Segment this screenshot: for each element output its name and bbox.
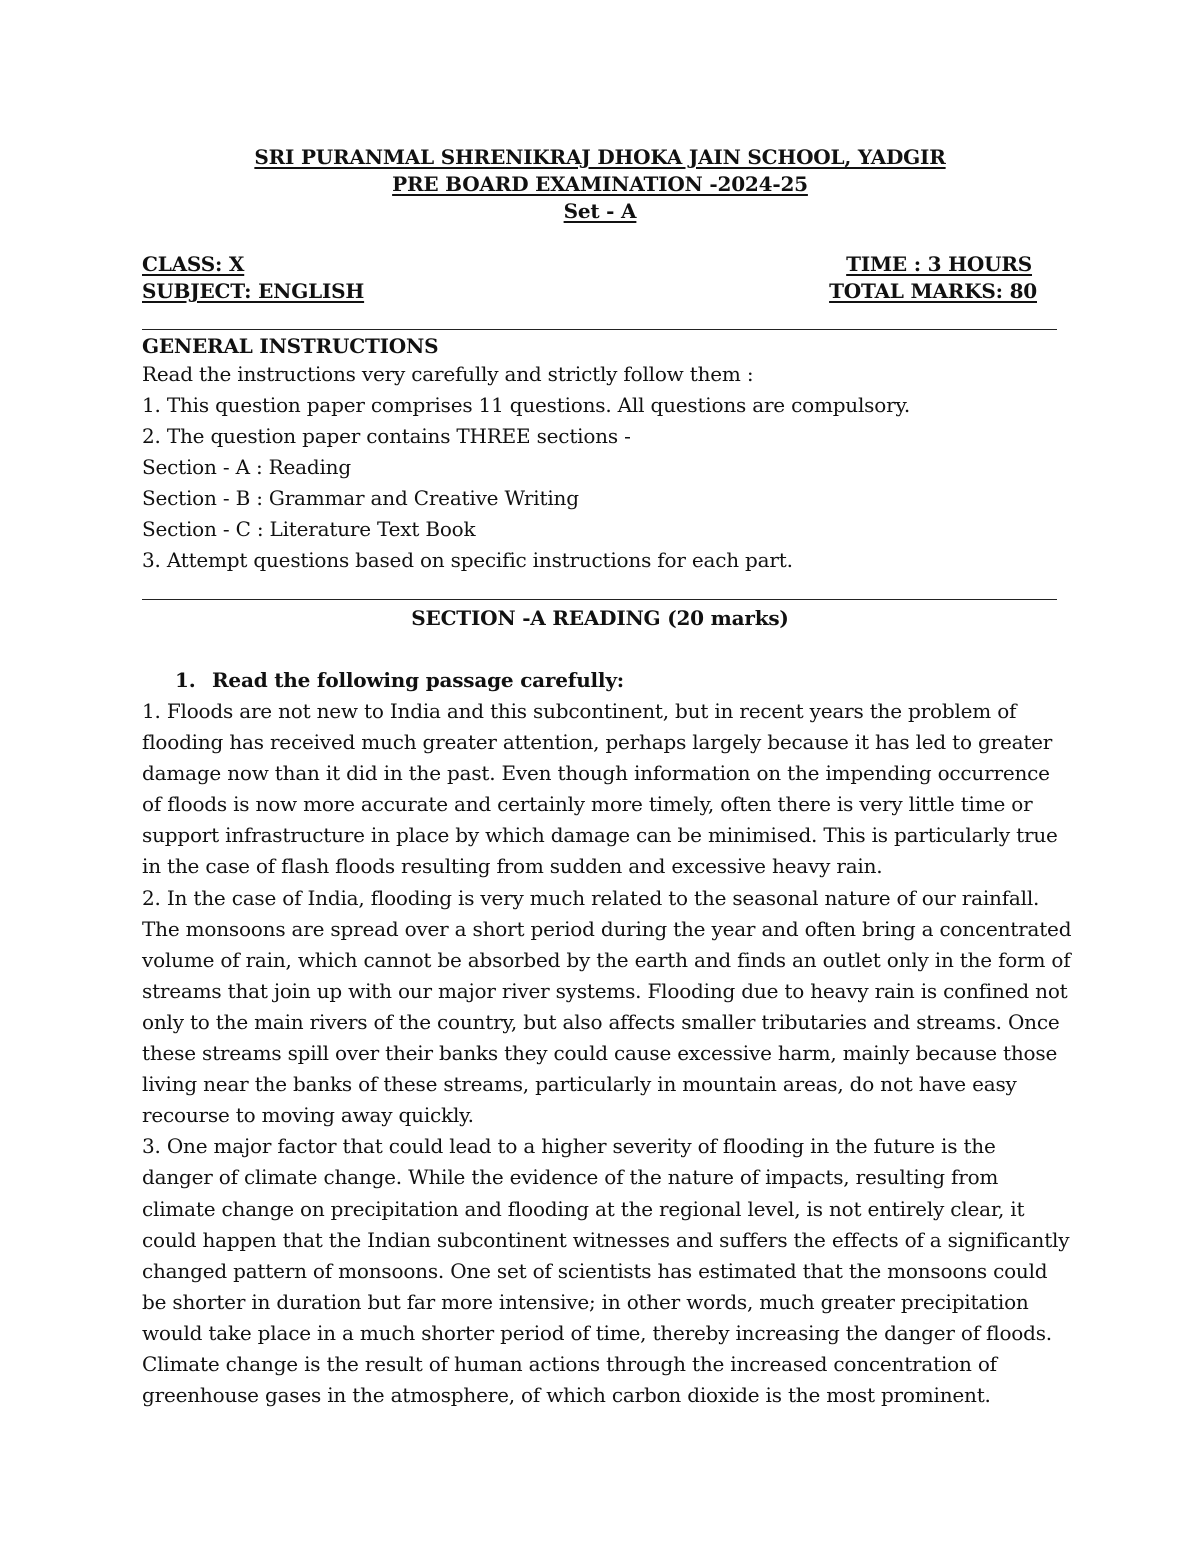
question-number: 1.: [175, 668, 196, 692]
instruction-item: Section - A : Reading: [142, 455, 351, 479]
instructions-heading: GENERAL INSTRUCTIONS: [142, 334, 439, 358]
school-name: SRI PURANMAL SHRENIKRAJ DHOKA JAIN SCHOOL, YADGIR: [254, 145, 946, 169]
section-a-heading: SECTION -A READING (20 marks): [411, 606, 789, 630]
instruction-item: 1. This question paper comprises 11 questions. All questions are compulsory.: [142, 393, 911, 417]
instruction-item: 3. Attempt questions based on specific instructions for each part.: [142, 548, 793, 572]
time-label: TIME : 3 HOURS: [846, 252, 1032, 276]
divider-section: [142, 599, 1057, 600]
class-label: CLASS: X: [142, 252, 245, 276]
subject-label: SUBJECT: ENGLISH: [142, 279, 365, 303]
passage-paragraph-3: 3. One major factor that could lead to a higher severity of flooding in the future is the danger of climate change. While the evidence of the nature of impacts, resulting from climate change on precipitation and flooding at the regional level, is not entirely clear, it could happen that the Indian subcontinent witnesses and suffers the effects of a significantly changed pattern of monsoons. One set of scientists has estimated that the monsoons could be shorter in duration but far more intensive; in other words, much greater precipitation would take place in a much shorter period of time, thereby increasing the danger of floods. Climate change is the result of human actions through the increased concentration of greenhouse gases in the atmosphere, of which carbon dioxide is the most prominent.: [142, 1134, 1070, 1408]
question-title: Read the following passage carefully:: [212, 668, 624, 692]
total-marks-label: TOTAL MARKS: 80: [829, 279, 1037, 303]
passage-paragraph-1: 1. Floods are not new to India and this subcontinent, but in recent years the problem of flooding has received much greater attention, perhaps largely because it has led to greater damage now than it did in the past. Even though information on the impending occurrence of floods is now more accurate and certainly more timely, often there is very little time or support infrastructure in place by which damage can be minimised. This is particularly true in the case of flash floods resulting from sudden and excessive heavy rain.: [142, 699, 1058, 879]
passage-paragraph-2: 2. In the case of India, flooding is very much related to the seasonal nature of our rainfall. The monsoons are spread over a short period during the year and often bring a concentrated volume of rain, which cannot be absorbed by the earth and finds an outlet only in the form of streams that join up with our major river systems. Flooding due to heavy rain is confined not only to the main rivers of the country, but also affects smaller tributaries and streams. Once these streams spill over their banks they could cause excessive harm, mainly because those living near the banks of these streams, particularly in mountain areas, do not have easy recourse to moving away quickly.: [142, 885, 1072, 1128]
instructions-intro: Read the instructions very carefully and strictly follow them :: [142, 362, 754, 386]
reading-passage: [142, 696, 1072, 1411]
instruction-item: Section - B : Grammar and Creative Writing: [142, 486, 579, 510]
instruction-item: 2. The question paper contains THREE sections -: [142, 424, 631, 448]
exam-title: PRE BOARD EXAMINATION -2024-25: [392, 172, 808, 196]
divider-top: [142, 329, 1057, 330]
set-label: Set - A: [563, 199, 637, 223]
instruction-item: Section - C : Literature Text Book: [142, 517, 476, 541]
